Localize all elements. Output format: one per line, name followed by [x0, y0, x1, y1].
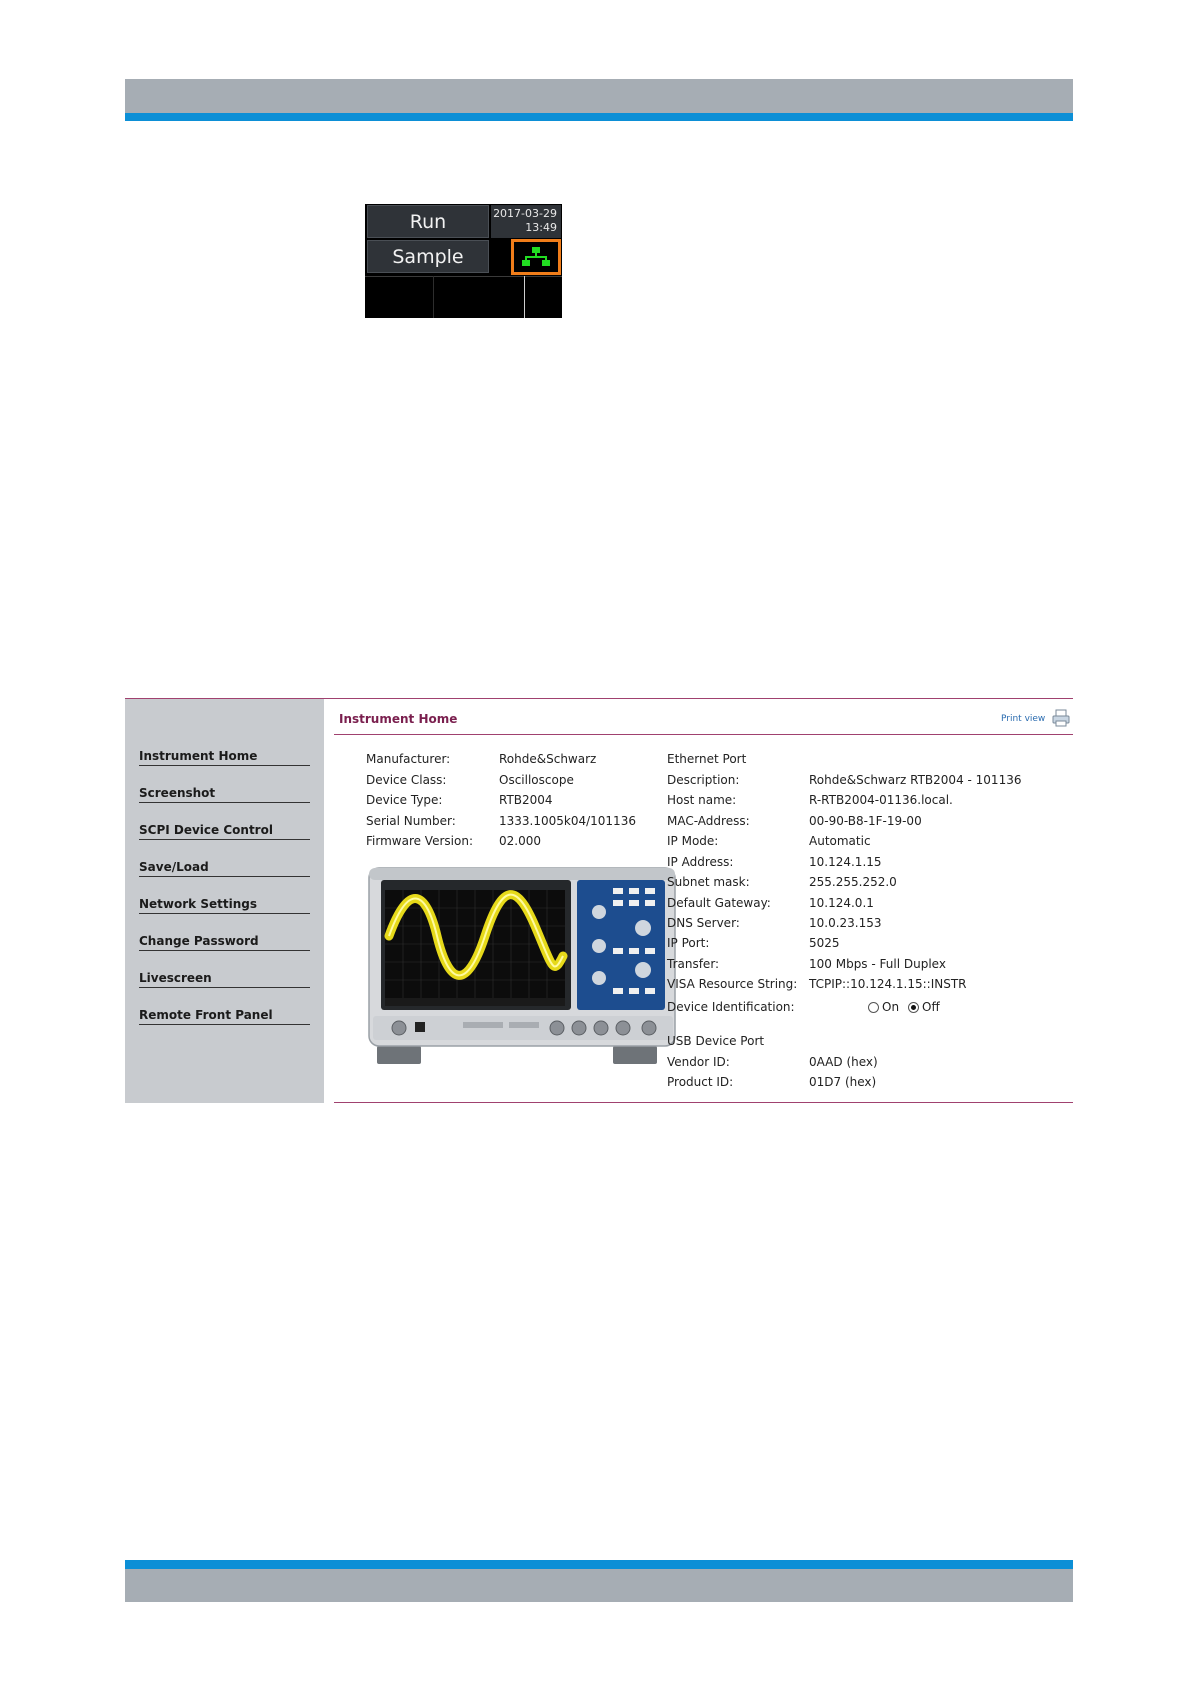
identification-off-label: Off: [922, 1000, 940, 1014]
scope-status-panel: [365, 204, 562, 318]
sidebar-item-save-load[interactable]: Save/Load: [139, 860, 310, 877]
subnet-mask-label: Subnet mask:: [667, 875, 750, 889]
sidebar-item-instrument-home[interactable]: Instrument Home: [139, 749, 310, 766]
subnet-mask-value: 255.255.252.0: [809, 875, 897, 889]
device-class-value: Oscilloscope: [499, 773, 574, 787]
header-accent-line: [125, 113, 1073, 121]
network-status-highlight[interactable]: [511, 239, 561, 275]
footer-accent-line: [125, 1560, 1073, 1569]
device-type-label: Device Type:: [366, 793, 443, 807]
ip-port-value: 5025: [809, 936, 840, 950]
visa-resource-value: TCPIP::10.124.1.15::INSTR: [809, 977, 967, 991]
grid-line: [524, 276, 525, 318]
vendor-id-label: Vendor ID:: [667, 1055, 730, 1069]
firmware-value: 02.000: [499, 834, 541, 848]
device-identification-label: Device Identification:: [667, 1000, 795, 1014]
printer-icon[interactable]: [1051, 708, 1071, 728]
host-name-label: Host name:: [667, 793, 737, 807]
mac-address-value: 00-90-B8-1F-19-00: [809, 814, 922, 828]
mac-address-label: MAC-Address:: [667, 814, 750, 828]
ip-mode-label: IP Mode:: [667, 834, 719, 848]
date-time-display: [491, 205, 561, 238]
usb-device-port-heading: USB Device Port: [667, 1034, 765, 1048]
manufacturer-value: Rohde&Schwarz: [499, 752, 597, 766]
ip-address-label: IP Address:: [667, 855, 734, 869]
radio-checked-icon: [908, 1002, 919, 1013]
ip-address-value: 10.124.1.15: [809, 855, 882, 869]
sidebar-item-remote-front-panel[interactable]: Remote Front Panel: [139, 1008, 310, 1025]
sidebar-item-change-password[interactable]: Change Password: [139, 934, 310, 951]
transfer-label: Transfer:: [667, 957, 720, 971]
dns-server-label: DNS Server:: [667, 916, 740, 930]
dns-server-value: 10.0.23.153: [809, 916, 882, 930]
bottom-divider: [334, 1102, 1073, 1103]
device-type-value: RTB2004: [499, 793, 553, 807]
web-interface: [125, 698, 1073, 1103]
device-class-label: Device Class:: [366, 773, 447, 787]
sample-button[interactable]: Sample: [367, 240, 489, 273]
vendor-id-value: 0AAD (hex): [809, 1055, 878, 1069]
oscilloscope-image: [367, 866, 679, 1068]
footer-bar: [125, 1569, 1073, 1602]
lan-network-icon: [521, 246, 551, 268]
sidebar: [125, 699, 324, 1103]
ip-port-label: IP Port:: [667, 936, 710, 950]
page-title: Instrument Home: [339, 712, 458, 726]
product-id-value: 01D7 (hex): [809, 1075, 877, 1089]
description-value: Rohde&Schwarz RTB2004 - 101136: [809, 773, 1022, 787]
transfer-value: 100 Mbps - Full Duplex: [809, 957, 946, 971]
identification-on-radio[interactable]: [868, 1000, 899, 1014]
host-name-value: R-RTB2004-01136.local.: [809, 793, 953, 807]
ethernet-port-heading: Ethernet Port: [667, 752, 747, 766]
title-divider: [334, 734, 1073, 735]
sidebar-item-screenshot[interactable]: Screenshot: [139, 786, 310, 803]
grid-line: [433, 276, 434, 318]
date-text: 2017-03-29: [493, 207, 557, 220]
visa-resource-label: VISA Resource String:: [667, 977, 798, 991]
default-gateway-label: Default Gateway:: [667, 896, 771, 910]
radio-unchecked-icon: [868, 1002, 879, 1013]
run-button[interactable]: Run: [367, 205, 489, 238]
serial-number-label: Serial Number:: [366, 814, 456, 828]
time-text: 13:49: [525, 221, 557, 234]
ip-mode-value: Automatic: [809, 834, 871, 848]
sidebar-item-livescreen[interactable]: Livescreen: [139, 971, 310, 988]
sidebar-item-scpi-device-control[interactable]: SCPI Device Control: [139, 823, 310, 840]
sidebar-item-network-settings[interactable]: Network Settings: [139, 897, 310, 914]
description-label: Description:: [667, 773, 740, 787]
default-gateway-value: 10.124.0.1: [809, 896, 874, 910]
identification-off-radio[interactable]: [908, 1000, 940, 1014]
serial-number-value: 1333.1005k04/101136: [499, 814, 636, 828]
firmware-label: Firmware Version:: [366, 834, 473, 848]
manufacturer-label: Manufacturer:: [366, 752, 451, 766]
print-view-link[interactable]: Print view: [1001, 714, 1046, 724]
grid-line: [365, 276, 562, 277]
identification-on-label: On: [882, 1000, 900, 1014]
product-id-label: Product ID:: [667, 1075, 734, 1089]
header-bar: [125, 79, 1073, 113]
